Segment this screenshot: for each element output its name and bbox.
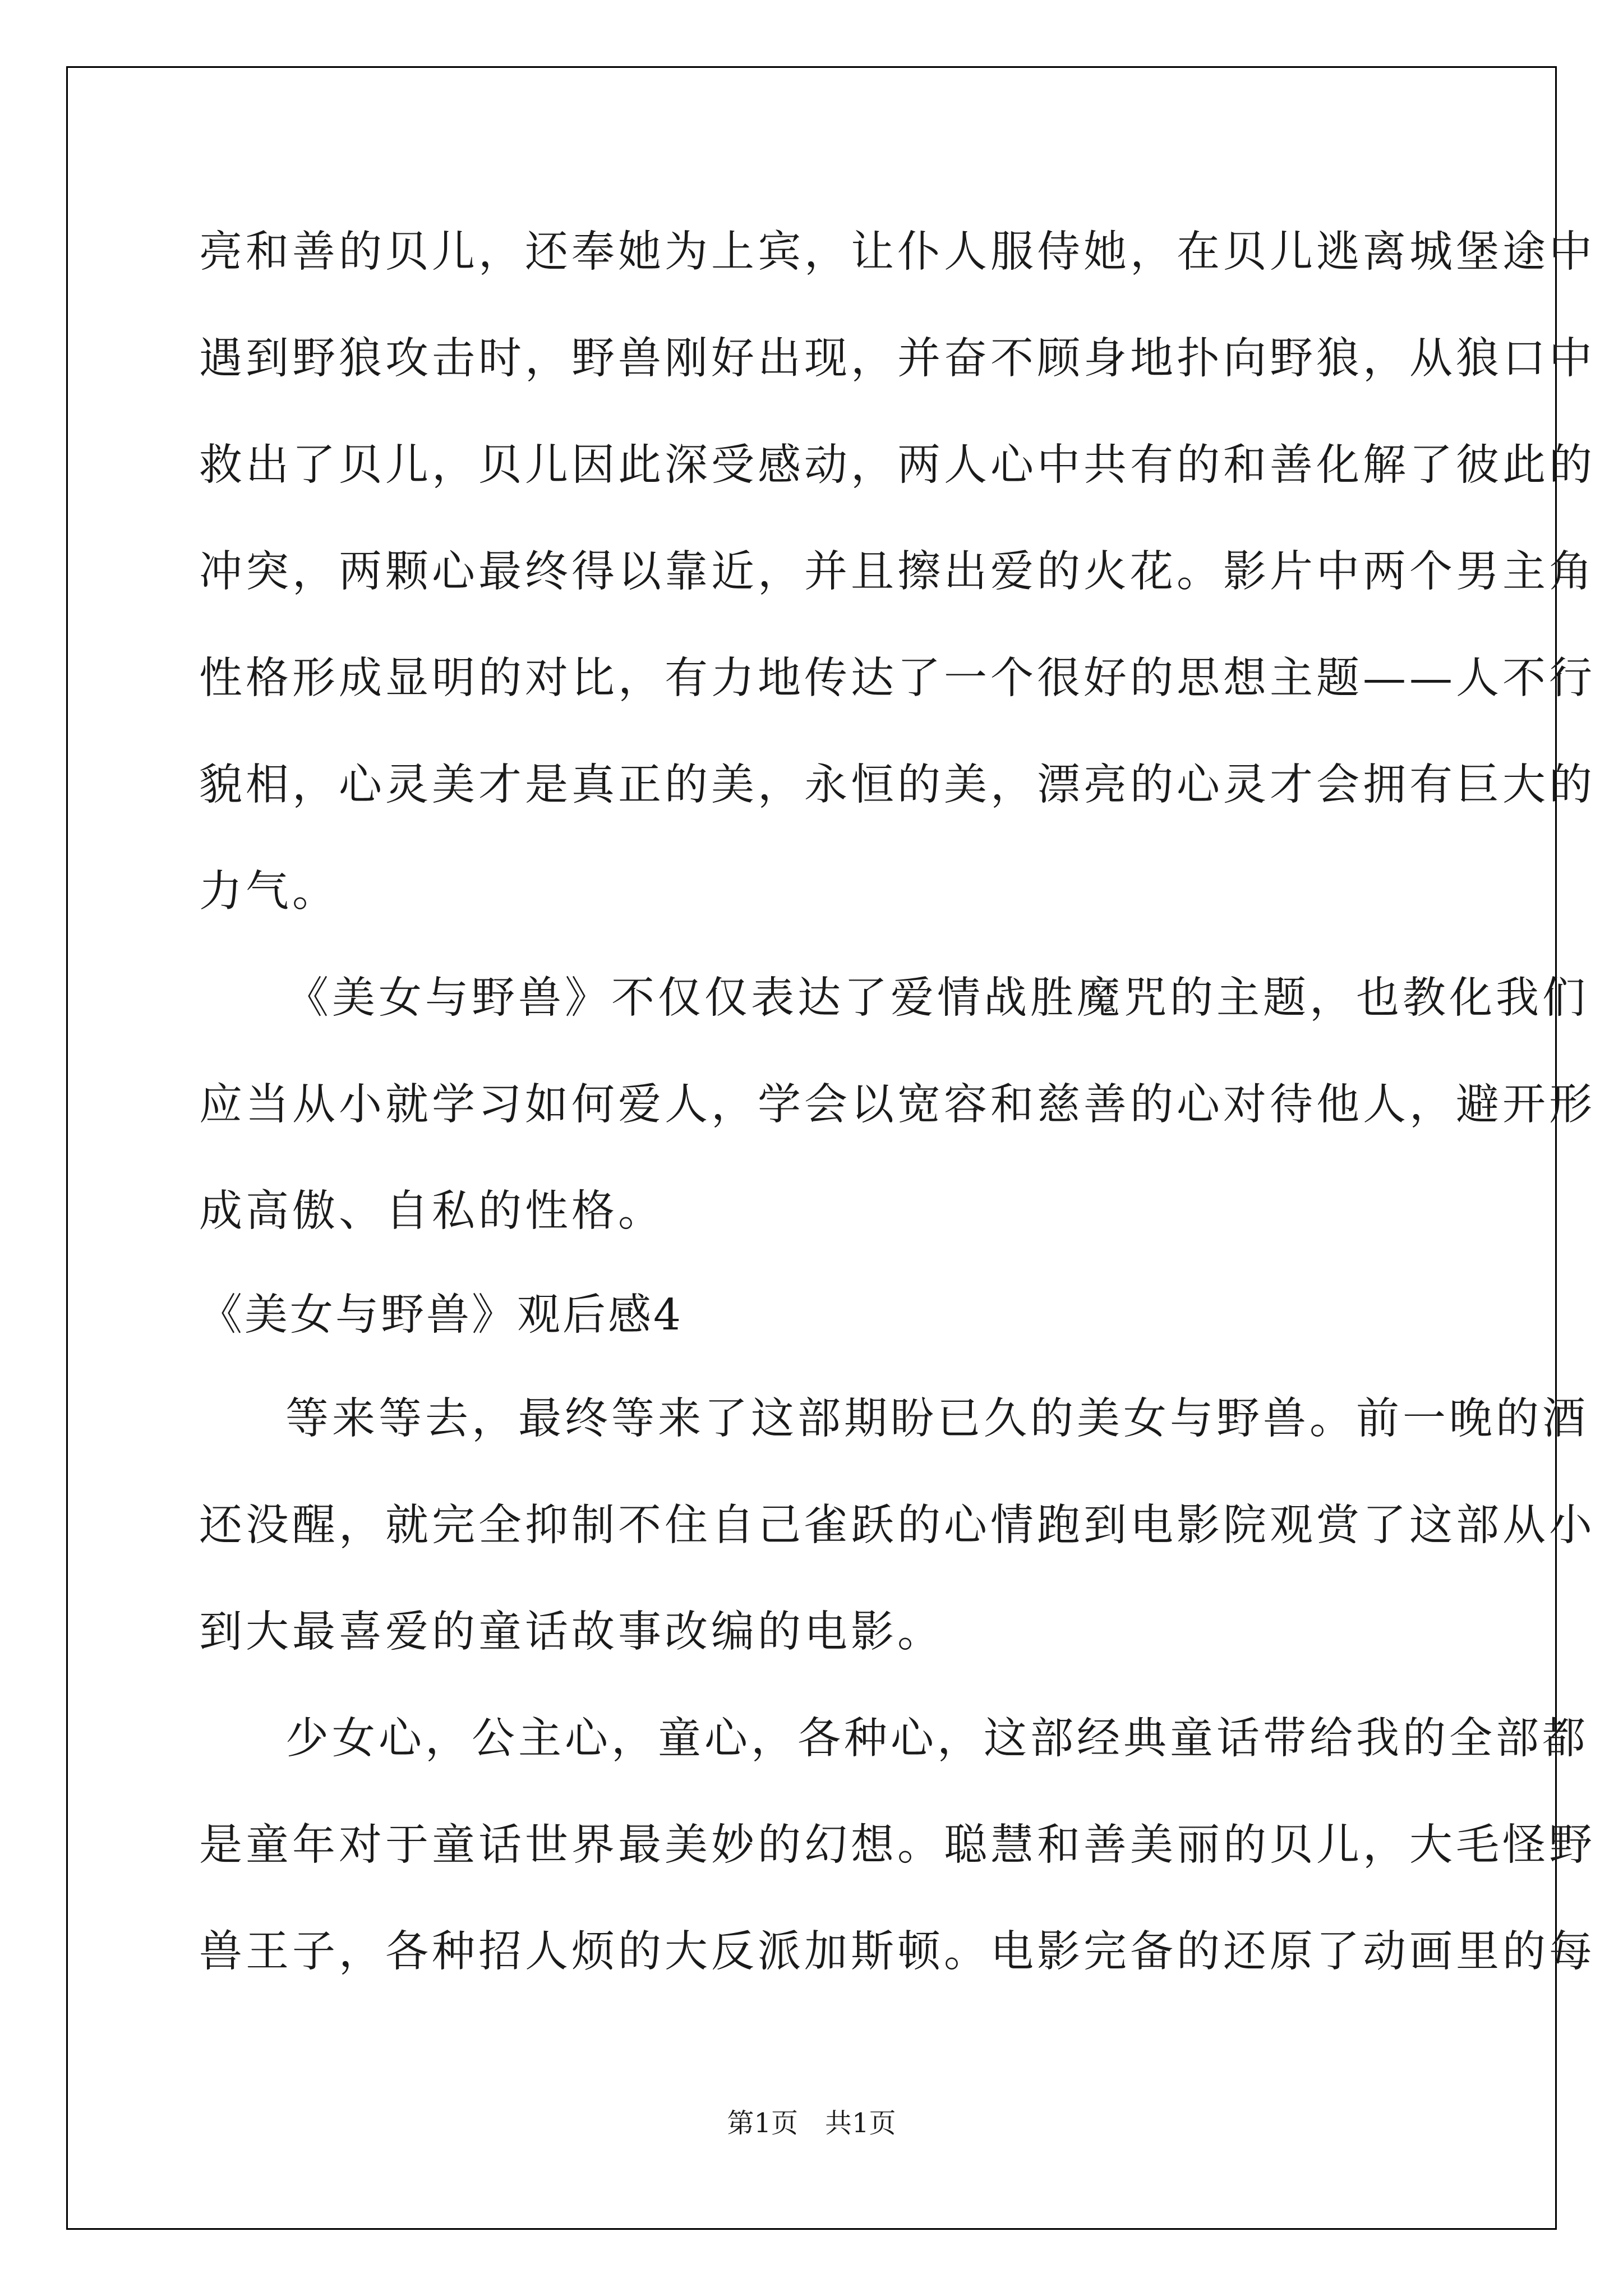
text-line: 亮和善的贝儿，还奉她为上宾，让仆人服侍她，在贝儿逃离城堡途中: [199, 227, 1596, 277]
text-line: 成高傲、自私的性格。: [199, 1186, 665, 1236]
text-line: 遇到野狼攻击时，野兽刚好出现，并奋不顾身地扑向野狼，从狼口中: [199, 334, 1596, 384]
page-total: 共1页: [825, 2108, 896, 2139]
text-line: 兽王子，各种招人烦的大反派加斯顿。电影完备的还原了动画里的每: [199, 1927, 1596, 1977]
text-line: 应当从小就学习如何爱人，学会以宽容和慈善的心对待他人，避开形: [199, 1080, 1596, 1130]
text-line: 是童年对于童话世界最美妙的幻想。聪慧和善美丽的贝儿，大毛怪野: [199, 1820, 1596, 1870]
page-footer: [0, 2106, 1623, 2140]
paragraph-first-line: 等来等去，最终等来了这部期盼已久的美女与野兽。前一晚的酒: [285, 1394, 1589, 1444]
paragraph-first-line: 少女心，公主心，童心，各种心，这部经典童话带给我的全部都: [285, 1714, 1589, 1764]
text-line: 到大最喜爱的童话故事改编的电影。: [199, 1607, 944, 1657]
text-line: 力气。: [199, 867, 339, 917]
text-line: 还没醒，就完全抑制不住自己雀跃的心情跑到电影院观赏了这部从小: [199, 1501, 1596, 1550]
section-heading: 《美女与野兽》观后感4: [199, 1290, 683, 1340]
paragraph-first-line: 《美女与野兽》不仅仅表达了爱情战胜魔咒的主题，也教化我们: [285, 973, 1589, 1023]
page-number: 第1页: [727, 2108, 798, 2139]
text-line: 性格形成显明的对比，有力地传达了一个很好的思想主题——人不行: [199, 654, 1596, 703]
text-line: 貌相，心灵美才是真正的美，永恒的美，漂亮的心灵才会拥有巨大的: [199, 760, 1596, 810]
text-line: 冲突，两颗心最终得以靠近，并且擦出爱的火花。影片中两个男主角: [199, 547, 1596, 597]
text-line: 救出了贝儿，贝儿因此深受感动，两人心中共有的和善化解了彼此的: [199, 440, 1596, 490]
